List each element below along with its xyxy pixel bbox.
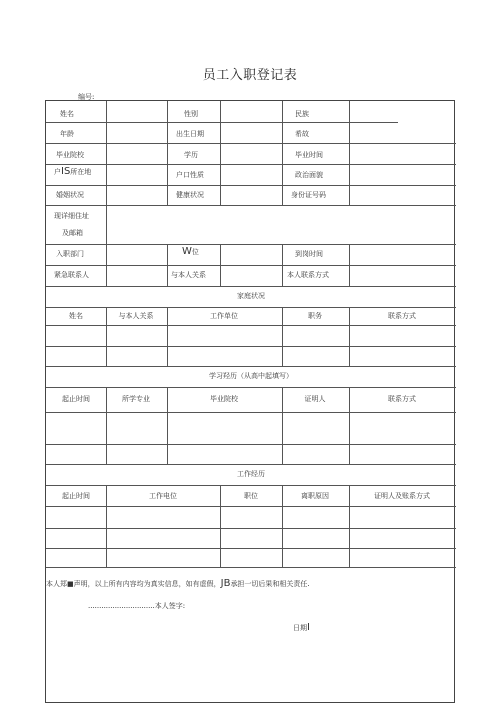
label-relation: 与本人关系: [171, 271, 206, 279]
family-heading: 家庭状况: [237, 292, 265, 300]
family-col-name: 姓名: [69, 312, 83, 320]
family-col-relation: 与本人关系: [118, 312, 154, 320]
number-label: 编号:: [78, 93, 95, 101]
work-col-position: 职位: [244, 492, 258, 500]
label-id-number: 身份证号码: [291, 191, 326, 199]
date-label: 日期I: [293, 622, 310, 633]
work-col-reason: 离职原因: [301, 492, 329, 500]
family-col-employer: 工作单位: [210, 312, 238, 320]
label-hukou-type: 户口性质: [176, 171, 204, 179]
work-col-period: 起止时间: [62, 492, 90, 500]
label-gender: 性别: [184, 110, 198, 118]
label-ethnicity: 民族: [295, 110, 309, 118]
label-age: 年龄: [60, 130, 74, 138]
work-col-reference-contact: 证明人及账系方式: [374, 492, 430, 500]
study-col-reference: 证明人: [304, 395, 326, 403]
study-col-school: 毕业院校: [210, 395, 238, 403]
family-col-contact: 联系方式: [388, 312, 416, 320]
work-heading: 工作经历: [237, 470, 265, 478]
label-marital: 婚姻状况: [56, 191, 84, 199]
label-post: W位: [182, 246, 199, 257]
label-address: 现详细住址: [54, 212, 89, 220]
label-health: 健康状况: [176, 191, 204, 199]
label-name: 姓名: [60, 110, 74, 118]
study-col-period: 起止时间: [62, 395, 90, 403]
label-politics: 政治面貌: [295, 171, 323, 179]
label-birthdate: 出生日期: [176, 130, 204, 138]
label-grad-time: 毕业时间: [295, 151, 323, 159]
label-emergency: 紧急联系人: [54, 271, 89, 279]
signature-line: ..............................本人签字:: [88, 602, 186, 610]
label-native-place: 希故: [295, 130, 309, 138]
form-title: 员工入职登记表: [202, 68, 298, 83]
label-dept: 入职部门: [56, 250, 84, 258]
family-col-position: 职务: [308, 312, 322, 320]
study-col-contact: 联系方式: [388, 395, 416, 403]
registration-form: [45, 100, 455, 703]
declaration-text: 本人郑■声明，以上所有内容均为真实信息，如有虚假，JB承担一切后果和相关责任.: [46, 578, 310, 589]
label-hukou-location: 户IS所在地: [54, 166, 92, 177]
label-education: 学历: [184, 151, 198, 159]
work-col-employer: 工作电位: [149, 492, 177, 500]
study-col-major: 所学专业: [122, 395, 150, 403]
label-arrival: 到岗时间: [295, 250, 323, 258]
label-email: 及邮箱: [62, 229, 83, 237]
study-heading: 学习羟历（从高中起填写）: [209, 372, 293, 380]
label-phone: 本人联系方式: [287, 271, 329, 279]
label-school: 毕业院校: [56, 151, 84, 159]
